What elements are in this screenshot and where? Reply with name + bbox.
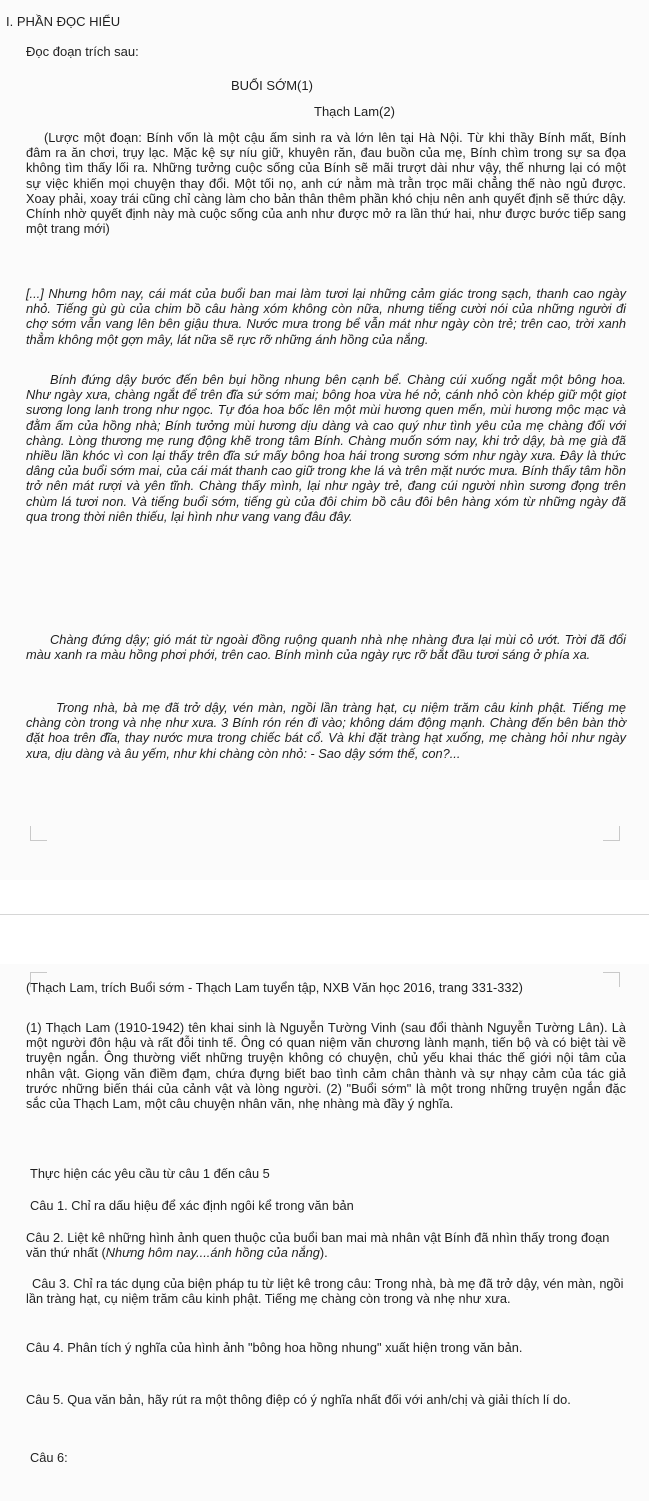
intro-text: Đọc đoạn trích sau:	[26, 44, 139, 59]
author-note: (1) Thạch Lam (1910-1942) tên khai sinh là Nguyễn Tường Vinh (sau đổi thành Nguyễn Tường Lân). Là một người đôn hậu và rất đỗi tinh tế. Ông có quan niệm văn chương lành mạnh, tiến bộ và có biệt tài về truyện ngắn. Ông thường viết những truyện không có chuyện, chủ yếu khai thác thế giới nội tâm của nhân vật. Giọng văn điềm đạm, chứa đựng biết bao tình cảm chân thành và sự nhạy cảm của tác giả trước những biến thái của cảnh vật và lòng người. (2) "Buổi sớm" là một trong những truyện ngắn đặc sắc của Thạch Lam, một câu chuyện nhân văn, nhẹ nhàng mà đầy ý nghĩa.	[26, 1020, 626, 1112]
section-title: I. PHẦN ĐỌC HIỂU	[6, 14, 121, 29]
question-1: Câu 1. Chỉ ra dấu hiệu để xác định ngôi kể trong văn bản	[30, 1198, 354, 1213]
story-paragraph-4: Trong nhà, bà mẹ đã trở dậy, vén màn, ngồi lần tràng hạt, cụ niệm trăm câu kinh phật. Tiếng mẹ chàng còn trong và nhẹ như xưa. 3 Bính rón rén đi vào; không dám động mạnh. Chàng đến bên bàn thờ đặt hoa trên đĩa, thay nước mưa trong chiếc bát cổ. Và khi đặt tràng hạt xuống, mẹ chàng hỏi như ngày xưa, dịu dàng và âu yếm, như khi chàng còn nhỏ: - Sao dậy sớm thế, con?...	[26, 700, 626, 761]
page-corner-mark	[603, 826, 620, 841]
question-6: Câu 6:	[30, 1450, 68, 1465]
story-paragraph-3: Chàng đứng dậy; gió mát từ ngoài đồng ruộng quanh nhà nhẹ nhàng đưa lại mùi cỏ ướt. Trời đã đổi màu xanh ra màu hồng phơi phới, trên cao. Bính mình của ngày rực rỡ bắt đầu tươi sáng ở phía xa.	[26, 632, 626, 663]
question-2-quote: Nhưng hôm nay....ánh hồng của nắng	[105, 1245, 320, 1261]
page-divider	[0, 914, 649, 915]
question-4: Câu 4. Phân tích ý nghĩa của hình ảnh "bông hoa hồng nhung" xuất hiện trong văn bản.	[26, 1340, 523, 1355]
question-2-end: ).	[319, 1245, 328, 1261]
story-author: Thạch Lam(2)	[314, 104, 395, 119]
story-summary: (Lược một đoạn: Bính vốn là một cậu ấm sinh ra và lớn lên tại Hà Nội. Từ khi thầy Bính mất, Bính đâm ra ăn chơi, trụy lạc. Mặc kệ sự níu giữ, khuyên răn, đau buồn của mẹ, Bính chìm trong sự sa đọa không tìm thấy lối ra. Những tưởng cuộc sống của Bính sẽ mãi trượt dài như vậy, thế nhưng lại có một sự việc khiến mọi chuyện thay đổi. Một tối nọ, anh cứ nằm mà trằn trọc mãi chẳng thế nào ngủ được. Xoay phải, xoay trái cũng chỉ càng làm cho bản thân thêm phần khó chịu nên anh quyết định sẽ thức dậy. Chính nhờ quyết định này mà cuộc sống của anh như được mở ra lần thứ hai, như được bước tiếp sang một trang mới)	[26, 130, 626, 237]
story-paragraph-1: [...] Nhưng hôm nay, cái mát của buổi ban mai làm tươi lại những cảm giác trong sạch, thanh cao ngày nhỏ. Tiếng gù gù của chim bồ câu hàng xóm không còn nữa, nhưng tiếng cười nói của những người đi chợ sớm vẫn vang lên bên giậu thưa. Nước mưa trong bể vẫn mát như ngày còn trẻ; trên cao, trời xanh thẳm không một gợn mây, lát nữa sẽ rực rỡ những ánh hồng của nắng.	[26, 286, 626, 347]
task-instruction: Thực hiện các yêu cầu từ câu 1 đến câu 5	[30, 1166, 270, 1181]
question-2-text: Câu 2. Liệt kê những hình ảnh quen thuộc của buổi ban mai mà nhân vật Bính đã nhìn thấy trong đoạn văn thứ nhất (	[26, 1230, 610, 1261]
question-2	[26, 1230, 626, 1260]
page-corner-mark	[30, 826, 47, 841]
question-5: Câu 5. Qua văn bản, hãy rút ra một thông điệp có ý nghĩa nhất đối với anh/chị và giải thích lí do.	[26, 1392, 571, 1407]
story-title: BUỔI SỚM(1)	[231, 78, 313, 93]
story-source: (Thạch Lam, trích Buổi sớm - Thạch Lam tuyển tập, NXB Văn học 2016, trang 331-332)	[26, 980, 523, 995]
question-3: Câu 3. Chỉ ra tác dụng của biện pháp tu từ liệt kê trong câu: Trong nhà, bà mẹ đã trở dậy, vén màn, ngồi lần tràng hạt, cụ niệm trăm câu kinh phật. Tiếng mẹ chàng còn trong và nhẹ như xưa.	[26, 1276, 624, 1307]
story-paragraph-2: Bính đứng dậy bước đến bên bụi hồng nhung bên cạnh bể. Chàng cúi xuống ngắt một bông hoa. Như ngày xưa, chàng ngắt để trên đĩa sứ sớm mai; bông hoa vừa hé nở, cánh nhỏ còn khép giữ một giọt sương long lanh trong như ngọc. Tự đóa hoa bốc lên một mùi hương quen mến, mùi hương mộc mạc và đằm ấm của hồng nhà; Bính tưởng mùi hương dịu dàng và cao quý như tình yêu của mẹ chàng đối với chàng. Lòng thương mẹ rung động khẽ trong tâm Bính. Chàng muốn sớm nay, khi trở dậy, bà mẹ già đã nhiều lần khóc vì con lại thấy trên đĩa sứ mấy bông hoa hái trong sương sớm như ngày xưa. Đây là thức dâng của buổi sớm mai, của cái mát thanh cao giữ trong khe lá và trên mặt nước mưa. Bính thấy tâm hồn trở nên mát rượi và yên tĩnh. Chàng thấy mình, lại như ngày trẻ, đang cúi người nhìn sương đọng trên chùm lá tươi non. Và tiếng buổi sớm, tiếng gù của đôi chim bồ câu đôi bên hàng xóm từ những ngày đã qua trong thời niên thiếu, lại hình như vang vang đâu đây.	[26, 372, 626, 524]
